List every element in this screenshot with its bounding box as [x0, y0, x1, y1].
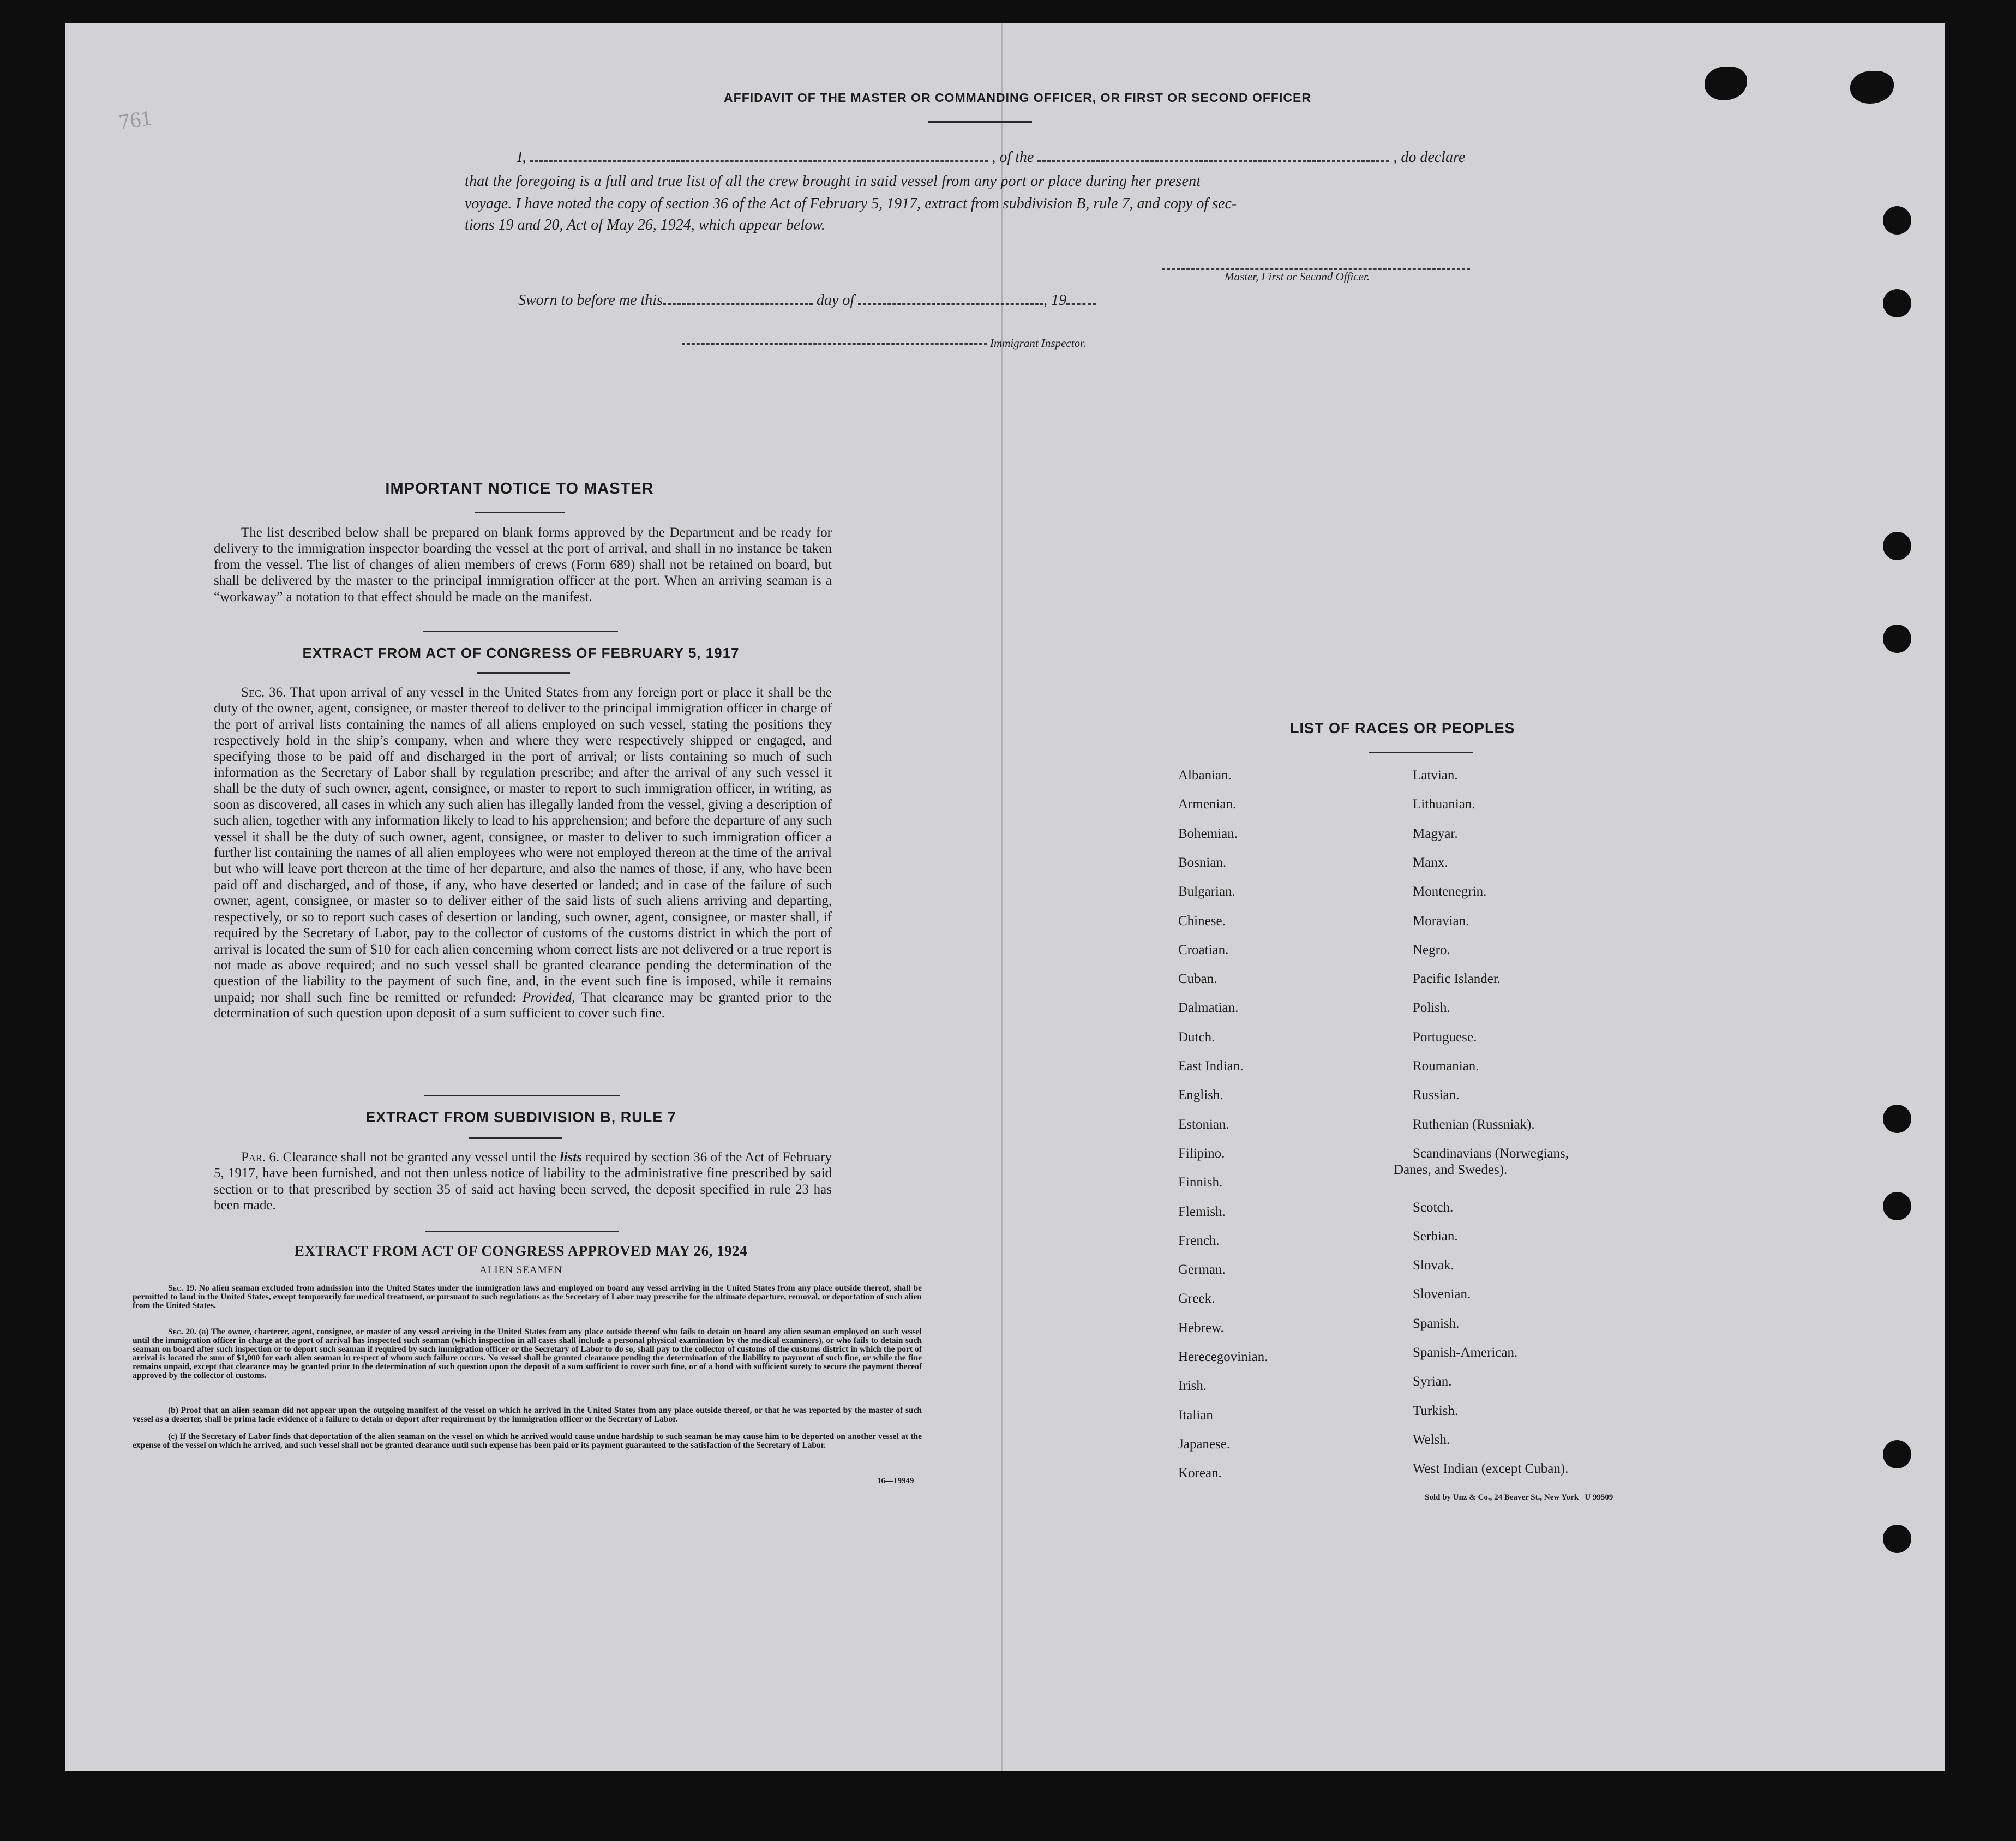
- sec19-label: Sec. 19.: [168, 1284, 196, 1293]
- punch-hole: [1883, 532, 1911, 560]
- form-number: 16—19949: [877, 1477, 914, 1485]
- race-item: Greek.: [1178, 1291, 1215, 1306]
- race-item: Bohemian.: [1178, 826, 1238, 841]
- race-item: Slovenian.: [1413, 1287, 1471, 1302]
- extract-1917-divider: [424, 1095, 620, 1096]
- affidavit-line2: that the foregoing is a full and true list of all the crew brought in said vessel from any port or place during her present: [465, 173, 1201, 190]
- extract-rule7-title: EXTRACT FROM SUBDIVISION B, RULE 7: [365, 1109, 676, 1125]
- races-title-rule: [1369, 752, 1473, 753]
- extract-rule7-text: [214, 1149, 832, 1214]
- race-item: Magyar.: [1413, 826, 1458, 841]
- race-item: Welsh.: [1413, 1432, 1450, 1447]
- corner-mark: 761: [117, 105, 153, 134]
- affidavit-title-rule: [928, 121, 1032, 123]
- notice-text: The list described below shall be prepared on blank forms approved by the Department and be ready for delivery to the immigration inspector boarding the vessel at the port of arrival, and shall in no instance be taken from the vessel. The list of changes of alien members of crews (Form 689) shall not be retained on board, but shall be delivered by the master to the principal immigration officer at the port. When an arriving seaman is a “workaway” a notation to that effect should be made on the manifest.: [214, 525, 832, 604]
- race-item: Chinese.: [1178, 913, 1226, 928]
- alien-seamen-subtitle: ALIEN SEAMEN: [479, 1264, 562, 1276]
- race-item: Filipino.: [1178, 1146, 1225, 1161]
- lists-word: lists: [560, 1150, 582, 1165]
- race-item: Spanish-American.: [1413, 1345, 1518, 1360]
- extract-1924-title: EXTRACT FROM ACT OF CONGRESS APPROVED MAY 26, 1924: [294, 1243, 748, 1259]
- vessel-name-field[interactable]: [1037, 153, 1389, 162]
- race-item: Ruthenian (Russniak).: [1413, 1117, 1535, 1132]
- punch-hole: [1883, 1440, 1911, 1468]
- sec20b-paragraph: (b) Proof that an alien seaman did not appear upon the outgoing manifest of the vessel on which he arrived in the United States from any place outside thereof, or that he was reported by the master of such vessel as a deserter, shall be prima facie evidence of a failure to detain or deport after requirement by the immigration officer or the Secretary of Labor.: [133, 1406, 922, 1424]
- sec19-paragraph: [133, 1284, 922, 1310]
- race-item: Armenian.: [1178, 797, 1237, 812]
- par6-label: Par. 6.: [241, 1150, 280, 1165]
- race-item: Italian: [1178, 1407, 1213, 1423]
- race-item: Portuguese.: [1413, 1029, 1477, 1045]
- affidavit-line3: voyage. I have noted the copy of section 36 of the Act of February 5, 1917, extract from subdivision B, rule 7, and copy of sec-: [465, 195, 1237, 212]
- extract-1917-rule: [477, 672, 570, 674]
- race-item: East Indian.: [1178, 1059, 1244, 1074]
- center-fold: [1001, 23, 1003, 1771]
- notice-title: IMPORTANT NOTICE TO MASTER: [385, 480, 654, 497]
- officer-label: Master, First or Second Officer.: [1225, 270, 1370, 283]
- race-item: Pacific Islander.: [1413, 972, 1501, 987]
- race-item: Negro.: [1413, 942, 1450, 957]
- race-item: Korean.: [1178, 1466, 1222, 1481]
- race-item: Hebrew.: [1178, 1320, 1224, 1335]
- race-item: Irish.: [1178, 1378, 1207, 1394]
- punch-hole: [1883, 289, 1911, 317]
- race-item: Japanese.: [1178, 1436, 1231, 1452]
- race-item: Latvian.: [1413, 768, 1458, 783]
- race-item: Roumanian.: [1413, 1059, 1479, 1074]
- race-item: Estonian.: [1178, 1117, 1229, 1132]
- race-item: Turkish.: [1413, 1403, 1459, 1418]
- punch-hole: [1883, 1192, 1911, 1220]
- affidavit-line4: tions 19 and 20, Act of May 26, 1924, which appear below.: [465, 217, 825, 233]
- race-item: Scandinavians (Norwegians,: [1413, 1146, 1569, 1161]
- officer-signature-field[interactable]: [1162, 261, 1470, 270]
- inspector-signature-field[interactable]: [682, 335, 987, 345]
- race-item: West Indian (except Cuban).: [1413, 1461, 1569, 1477]
- master-name-field[interactable]: [530, 153, 988, 162]
- of-the-label: , of the: [992, 149, 1034, 166]
- printer-note: Sold by Unz & Co., 24 Beaver St., New York U 99509: [1425, 1493, 1613, 1502]
- race-item: Albanian.: [1178, 768, 1232, 783]
- notice-divider: [423, 631, 618, 632]
- sec20c-paragraph: (c) If the Secretary of Labor finds that deportation of the alien seaman on the vessel on which he arrived would cause undue hardship to such seaman he may cause him to be deported on another vessel at the expense of the vessel on which he arrived, and such vessel shall not be granted clearance until such expense has been paid or its payment guaranteed to the satisfaction of the Secretary of Labor.: [133, 1432, 922, 1450]
- punch-hole: [1883, 625, 1911, 653]
- notice-title-rule: [475, 512, 565, 513]
- race-item: German.: [1178, 1262, 1226, 1278]
- race-item: Croatian.: [1178, 942, 1229, 957]
- punch-hole: [1883, 1105, 1911, 1133]
- declare-label: , do declare: [1393, 149, 1466, 166]
- race-item: French.: [1178, 1233, 1220, 1248]
- race-item: Lithuanian.: [1413, 797, 1475, 812]
- sec36-label: Sec. 36.: [241, 685, 286, 700]
- proviso-label: Provided,: [522, 990, 575, 1005]
- race-item: Montenegrin.: [1413, 884, 1487, 899]
- race-item: Finnish.: [1178, 1175, 1223, 1190]
- race-item: Herecegovinian.: [1178, 1350, 1268, 1364]
- punch-hole: [1883, 206, 1911, 235]
- race-item: Danes, and Swedes).: [1394, 1162, 1508, 1177]
- proviso-text: That clearance may be granted prior to the determination of such question upon deposit of a sum sufficient to cover such fine.: [214, 990, 832, 1021]
- sworn-day-field[interactable]: [663, 296, 813, 305]
- sworn-line: [518, 292, 1096, 309]
- sworn-month-field[interactable]: [858, 296, 1043, 305]
- punch-hole: [1883, 1525, 1911, 1553]
- race-item: Manx.: [1413, 855, 1448, 870]
- race-item: Moravian.: [1413, 913, 1469, 928]
- i-label: I,: [517, 149, 526, 166]
- race-item: English.: [1178, 1088, 1223, 1103]
- extract-1917-title: EXTRACT FROM ACT OF CONGRESS OF FEBRUARY 5, 1917: [302, 645, 740, 661]
- race-item: Bulgarian.: [1178, 884, 1235, 899]
- sworn-prefix: Sworn to before me this: [518, 292, 663, 309]
- race-item: Dalmatian.: [1178, 1000, 1239, 1016]
- extract-rule7-rule: [469, 1137, 562, 1139]
- race-item: Spanish.: [1413, 1316, 1460, 1331]
- sec20-label: Sec. 20.: [168, 1327, 196, 1336]
- race-item: Russian.: [1413, 1088, 1460, 1103]
- year-prefix: , 19: [1043, 292, 1067, 309]
- par6-text-before: Clearance shall not be granted any vessel until the: [283, 1150, 557, 1165]
- race-item: Cuban.: [1178, 972, 1217, 987]
- inspector-label: Immigrant Inspector.: [990, 337, 1087, 350]
- affidavit-title: AFFIDAVIT OF THE MASTER OR COMMANDING OFFICER, OR FIRST OR SECOND OFFICER: [724, 91, 1311, 105]
- sec20a-text: (a) The owner, charterer, agent, consignee, or master of any vessel arriving in the United States from any place outside thereof who fails to detain on board any alien seaman employed on such vessel until the immigration officer in charge at the port of arrival has inspected such seaman (which inspection in all cases shall include a personal physical examination by the medical examiners), or who fails to detain such seaman on board after such inspection or to deport such seaman if required by such immigration officer or the Secretary of Labor to do so, shall pay to the collector of customs of the customs district in which the port of arrival is located the sum of $1,000 for each alien seaman in respect of whom such failure occurs. No vessel shall be granted clearance pending the determination of the liability to payment of such fine, or while the fine remains unpaid, except that clearance may be granted prior to the determination of such question upon the deposit of a sum sufficient to cover such fine, or of a bond with sufficient surety to secure the payment thereof approved by the collector of customs.: [133, 1327, 922, 1381]
- races-title: LIST OF RACES OR PEOPLES: [1290, 720, 1515, 736]
- race-item: Bosnian.: [1178, 855, 1227, 870]
- day-of-label: day of: [816, 292, 855, 309]
- extract-rule7-divider: [425, 1231, 619, 1232]
- race-item: Flemish.: [1178, 1204, 1226, 1219]
- race-item: Dutch.: [1178, 1029, 1215, 1045]
- par6-text-after: required by section 36 of the Act of February 5, 1917, have been furnished, and not then unless notice of liability to the administrative fine prescribed by said section or to that prescribed by section 35 of said act having been served, the deposit specified in rule 23 has been made.: [214, 1150, 832, 1213]
- race-item: Serbian.: [1413, 1228, 1458, 1244]
- sec19-text: No alien seaman excluded from admission into the United States under the immigration laws and employed on board any vessel arriving in the United States from any place outside thereof, shall be permitted to land in the United States, except temporarily for medical treatment, or pursuant to such regulations as the Secretary of Labor may prescribe for the ultimate departure, removal, or deportation of such alien from the United States.: [133, 1284, 922, 1311]
- race-item: Syrian.: [1413, 1374, 1452, 1389]
- affidavit-line1: [517, 149, 1465, 166]
- sec20a-paragraph: [133, 1328, 922, 1381]
- race-item: Polish.: [1413, 1000, 1450, 1016]
- race-item: Slovak.: [1413, 1258, 1454, 1273]
- race-item: Scotch.: [1413, 1200, 1454, 1215]
- extract-1917-text: [214, 685, 832, 1022]
- sec36-text: That upon arrival of any vessel in the United States from any foreign port or place it shall be the duty of the owner, agent, consignee, or master thereof to deliver to the principal immigration officer in charge of the port of arrival lists containing the names of all aliens employed on such vessel, stating the positions they respectively hold in the ship’s company, when and where they were respectively shipped or engaged, and specifying those to be paid off and discharged in the port of arrival; or lists containing so much of such information as the Secretary of Labor shall by regulation prescribe; and after the arrival of any such vessel it shall be the duty of such owner, agent, consignee, or master to report to such immigration officer, in writing, as soon as discovered, all cases in which any such alien has illegally landed from the vessel, giving a description of such alien, together with any information likely to lead to his apprehension; and before the departure of any such vessel it shall be the duty of such owner, agent, consignee, or master to deliver to such immigration officer a further list containing the names of all alien employees who were not employed thereon at the time of the arrival but who will leave port thereon at the time of her departure, and also the names of those, if any, who have been paid off and discharged, and of those, if any, who have deserted or landed; and in case of the failure of such owner, agent, consignee, or master so to deliver either of the said lists of such aliens arriving and departing, respectively, or so to report such cases of desertion or landing, such owner, agent, consignee, or master shall, if required by the Secretary of Labor, pay to the collector of customs of the customs district in which the port of arrival is located the sum of $10 for each alien concerning whom correct lists are not delivered or a true report is not made as above required; and no such vessel shall be granted clearance pending the determination of the question of the liability to the payment of such fine, and, in the event such fine is imposed, while it remains unpaid; nor shall such fine be remitted or refunded:: [214, 685, 832, 1005]
- sworn-year-field[interactable]: [1066, 296, 1096, 305]
